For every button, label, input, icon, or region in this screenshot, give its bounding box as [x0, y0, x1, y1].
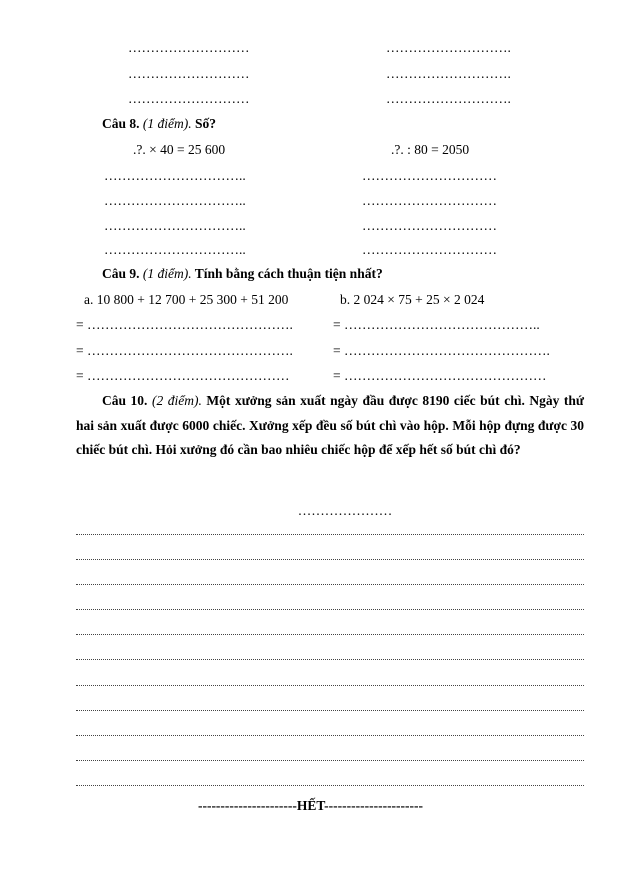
q10-paragraph: [76, 389, 584, 463]
q8-right-dots-3: …………………………: [362, 218, 497, 233]
answer-line: [76, 734, 584, 736]
top-dots-left-2: ………………………: [128, 66, 250, 81]
q8-heading: [102, 116, 216, 132]
q8-right-dots-2: …………………………: [362, 193, 497, 208]
q9-a-line-3: = ………………………………………: [76, 368, 290, 383]
q8-right-dots-4: …………………………: [362, 242, 497, 257]
answer-line: [76, 633, 584, 635]
q8-right-dots-1: …………………………: [362, 168, 497, 183]
q8-label: Câu 8.: [102, 116, 140, 131]
q10-text: Một xưởng sản xuất ngày đầu được 8190 ciếc bút chì. Ngày thứ hai sản xuất được 6000 chiếc. Xưởng xếp đều số bút chì vào hộp. Mỗi hộp đựng được 30 chiếc bút chì. Hỏi xưởng đó cần bao nhiêu chiếc hộp để xếp hết số bút chì đó?: [76, 393, 585, 457]
answer-line: [76, 759, 584, 761]
q8-left-expression: .?. × 40 = 25 600: [133, 142, 226, 157]
answer-line: [76, 583, 584, 585]
q8-left-dots-1: …………………………..: [104, 168, 246, 183]
answer-line: [76, 709, 584, 711]
top-dots-right-3: ……………………….: [386, 91, 511, 106]
q10-center-dots: …………………: [297, 503, 393, 518]
q9-b-line-1: = ……………………………………..: [333, 317, 540, 332]
q8-left-dots-3: …………………………..: [104, 218, 246, 233]
q9-a-line-1: = ……………………………………….: [76, 317, 293, 332]
q9-label: Câu 9.: [102, 266, 140, 281]
top-dots-left-3: ………………………: [128, 91, 250, 106]
end-marker: ----------------------HẾT----------------------: [197, 798, 424, 813]
q9-points: (1 điểm).: [142, 266, 192, 281]
q9-b-expression: b. 2 024 × 75 + 25 × 2 024: [340, 292, 485, 307]
answer-line: [76, 658, 584, 660]
top-dots-left-1: ………………………: [128, 40, 250, 55]
top-dots-right-2: ……………………….: [386, 66, 511, 81]
q9-a-expression: a. 10 800 + 12 700 + 25 300 + 51 200: [84, 292, 289, 307]
q10-label: Câu 10.: [102, 393, 148, 408]
q10-points: (2 điểm).: [151, 393, 202, 408]
answer-line: [76, 558, 584, 560]
q9-title: Tính bằng cách thuận tiện nhất?: [194, 266, 383, 281]
q8-left-dots-2: …………………………..: [104, 193, 246, 208]
q9-heading: [102, 266, 383, 282]
q8-points: (1 điểm).: [142, 116, 192, 131]
q9-b-line-3: = ………………………………………: [333, 368, 547, 383]
q9-a-line-2: = ……………………………………….: [76, 343, 293, 358]
answer-line: [76, 784, 584, 786]
q8-left-dots-4: …………………………..: [104, 242, 246, 257]
answer-line: [76, 533, 584, 535]
q9-b-line-2: = ……………………………………….: [333, 343, 550, 358]
q8-right-expression: .?. : 80 = 2050: [391, 142, 470, 157]
q8-title: Số?: [195, 116, 217, 131]
answer-line: [76, 684, 584, 686]
top-dots-right-1: ……………………….: [386, 40, 511, 55]
answer-line: [76, 608, 584, 610]
